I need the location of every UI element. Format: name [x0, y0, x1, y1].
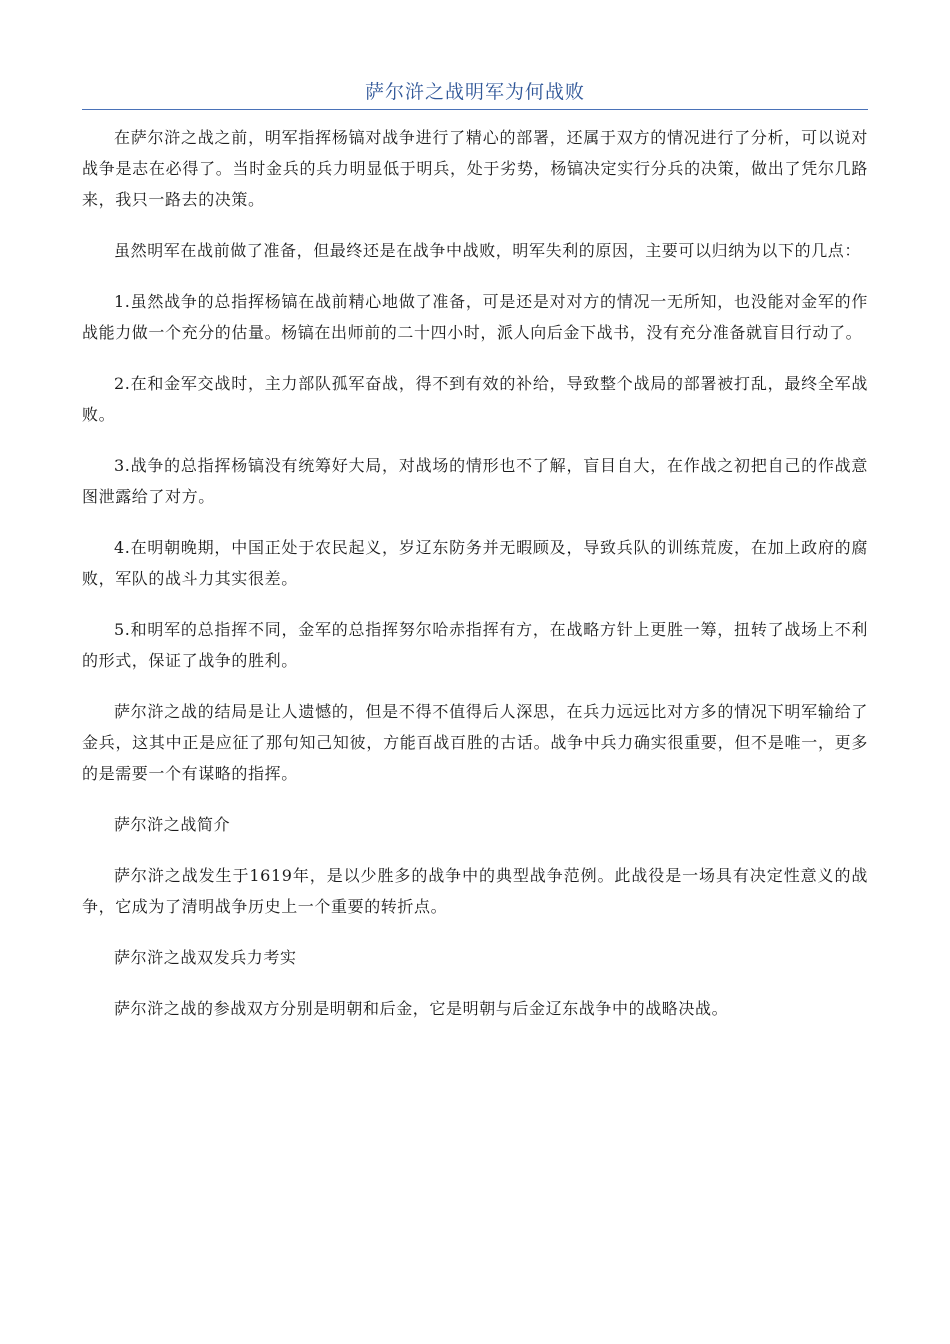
paragraph-reason-4: 4.在明朝晚期，中国正处于农民起义，岁辽东防务并无暇顾及，导致兵队的训练荒废，在加上政府的腐败，军队的战斗力其实很差。 — [82, 538, 868, 588]
paragraph-forces: 萨尔浒之战的参战双方分别是明朝和后金，它是明朝与后金辽东战争中的战略决战。 — [114, 999, 729, 1018]
section-heading-forces: 萨尔浒之战双发兵力考实 — [114, 948, 297, 967]
paragraph-battle-intro: 萨尔浒之战发生于1619年，是以少胜多的战争中的典型战争范例。此战役是一场具有决定性意义的战争，它成为了清明战争历史上一个重要的转折点。 — [82, 866, 868, 916]
section-heading-intro: 萨尔浒之战简介 — [114, 815, 231, 834]
paragraph-intro: 在萨尔浒之战之前，明军指挥杨镐对战争进行了精心的部署，还属于双方的情况进行了分析，可以说对战争是志在必得了。当时金兵的兵力明显低于明兵，处于劣势，杨镐决定实行分兵的决策，做出了凭尔几路来，我只一路去的决策。 — [82, 128, 868, 209]
paragraph-reason-2: 2.在和金军交战时，主力部队孤军奋战，得不到有效的补给，导致整个战局的部署被打乱，最终全军战败。 — [82, 374, 868, 424]
paragraph-reason-5: 5.和明军的总指挥不同，金军的总指挥努尔哈赤指挥有方，在战略方针上更胜一筹，扭转了战场上不利的形式，保证了战争的胜利。 — [82, 620, 868, 670]
paragraph-reason-3: 3.战争的总指挥杨镐没有统筹好大局，对战场的情形也不了解，盲目自大，在作战之初把自己的作战意图泄露给了对方。 — [82, 456, 868, 506]
paragraph-reasons-intro: 虽然明军在战前做了准备，但最终还是在战争中战败，明军失利的原因，主要可以归纳为以下的几点： — [114, 241, 862, 260]
paragraph-conclusion: 萨尔浒之战的结局是让人遗憾的，但是不得不值得后人深思，在兵力远远比对方多的情况下明军输给了金兵，这其中正是应征了那句知己知彼，方能百战百胜的古话。战争中兵力确实很重要，但不是唯一，更多的是需要一个有谋略的指挥。 — [82, 702, 868, 783]
paragraph-reason-1: 1.虽然战争的总指挥杨镐在战前精心地做了准备，可是还是对对方的情况一无所知，也没能对金军的作战能力做一个充分的估量。杨镐在出师前的二十四小时，派人向后金下战书，没有充分准备就盲目行动了。 — [82, 292, 868, 342]
document-title: 萨尔浒之战明军为何战败 — [364, 81, 585, 103]
document-page — [82, 78, 868, 1024]
